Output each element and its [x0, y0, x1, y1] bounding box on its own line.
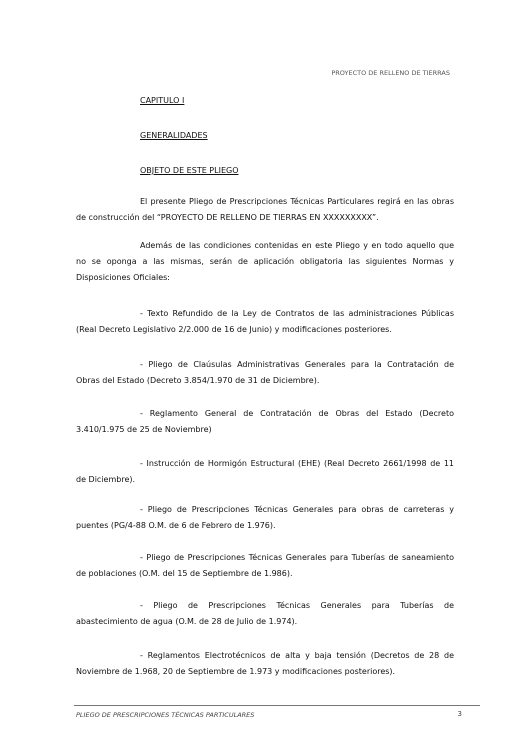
section-heading: GENERALIDADES [140, 131, 208, 140]
list-item [76, 598, 454, 630]
list-item-text: - Pliego de Claúsulas Administrativas Generales para la Contratación de Obras del Estado (Decreto 3.854/1.970 de 31 de Diciembre). [76, 360, 454, 385]
list-item-text: - Texto Refundido de la Ley de Contratos de las administraciones Públicas (Real Decreto Legislativo 2/2.000 de 16 de Junio) y modificaciones posteriores. [76, 309, 454, 334]
page-number: 3 [457, 710, 462, 718]
chapter-heading: CAPITULO I [140, 96, 185, 105]
list-item [76, 456, 454, 488]
list-item [76, 357, 454, 389]
list-item [76, 306, 454, 338]
list-item-text: - Pliego de Prescripciones Técnicas Generales para obras de carreteras y puentes (PG/4-88 O.M. de 6 de Febrero de 1.976). [76, 505, 454, 530]
list-item [76, 550, 454, 582]
list-item-text: - Instrucción de Hormigón Estructural (EHE) (Real Decreto 2661/1998 de 11 de Diciembre). [76, 459, 454, 484]
intro-paragraph-text: El presente Pliego de Prescripciones Técnicas Particulares regirá en las obras de construcción del “PROYECTO DE RELLENO DE TIERRAS EN XXXXXXXXX”. [76, 197, 454, 222]
running-header: PROYECTO DE RELLENO DE TIERRAS [331, 69, 450, 77]
intro-paragraph [76, 194, 454, 226]
footer-divider [74, 705, 480, 706]
list-item-text: - Reglamentos Electrotécnicos de alta y baja tensión (Decretos de 28 de Noviembre de 1.968, 20 de Septiembre de 1.973 y modificaciones posteriores). [76, 651, 454, 676]
norms-intro-paragraph [76, 238, 454, 286]
list-item-text: - Pliego de Prescripciones Técnicas Generales para Tuberías de abastecimiento de agua (O.M. de 28 de Julio de 1.974). [76, 601, 454, 626]
list-item-text: - Reglamento General de Contratación de Obras del Estado (Decreto 3.410/1.975 de 25 de Noviembre) [76, 409, 454, 434]
list-item [76, 648, 454, 680]
footer-document-title: PLIEGO DE PRESCRIPCIONES TÉCNICAS PARTICULARES [76, 711, 255, 719]
list-item-text: - Pliego de Prescripciones Técnicas Generales para Tuberías de saneamiento de poblaciones (O.M. del 15 de Septiembre de 1.986). [76, 553, 454, 578]
norms-intro-paragraph-text: Además de las condiciones contenidas en este Pliego y en todo aquello que no se oponga a las mismas, serán de aplicación obligatoria las siguientes Normas y Disposiciones Oficiales: [76, 241, 454, 282]
list-item [76, 406, 454, 438]
subsection-heading: OBJETO DE ESTE PLIEGO [140, 166, 239, 175]
list-item [76, 502, 454, 534]
